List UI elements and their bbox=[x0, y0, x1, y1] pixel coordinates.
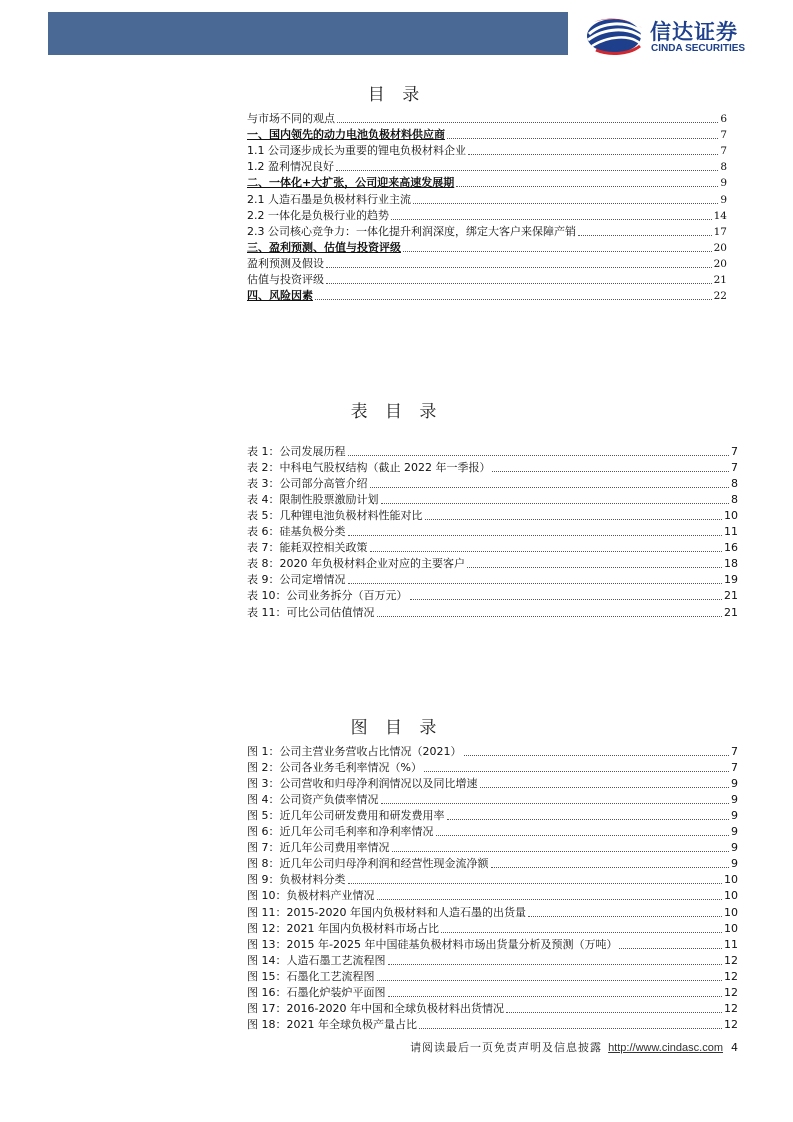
figure-list-entry-title: 图 10：负极材料产业情况 bbox=[247, 889, 375, 903]
figure-list-entry-page: 9 bbox=[731, 857, 738, 871]
table-list-entry[interactable] bbox=[247, 587, 738, 603]
dot-leader bbox=[326, 267, 712, 268]
toc-entry-page: 7 bbox=[720, 129, 727, 142]
dot-leader bbox=[388, 964, 723, 965]
toc-entry-page: 8 bbox=[720, 161, 727, 174]
figure-list-entry[interactable] bbox=[247, 968, 738, 984]
toc-list bbox=[247, 110, 727, 303]
figure-list-entry-page: 12 bbox=[724, 985, 738, 999]
dot-leader bbox=[436, 835, 730, 836]
toc-entry-title: 三、盈利预测、估值与投资评级 bbox=[247, 240, 401, 254]
table-list-entry[interactable] bbox=[247, 459, 738, 475]
figure-list-entry-title: 图 18：2021 年全球负极产量占比 bbox=[247, 1017, 417, 1031]
dot-leader bbox=[425, 519, 723, 520]
toc-entry-title: 2.1 人造石墨是负极材料行业主流 bbox=[247, 192, 411, 206]
figure-list-entry-page: 12 bbox=[724, 1001, 738, 1015]
figure-list-entry-page: 9 bbox=[731, 777, 738, 791]
table-list-entry-title: 表 2：中科电气股权结构（截止 2022 年一季报） bbox=[247, 461, 491, 475]
figure-list-entry-page: 9 bbox=[731, 825, 738, 839]
table-list-entry-title: 表 8：2020 年负极材料企业对应的主要客户 bbox=[247, 557, 465, 571]
figure-list-entry-title: 图 13：2015 年-2025 年中国硅基负极材料市场出货量分析及预测（万吨） bbox=[247, 937, 618, 951]
dot-leader bbox=[381, 803, 730, 804]
dot-leader bbox=[447, 819, 730, 820]
dot-leader bbox=[419, 1028, 722, 1029]
table-list-entry[interactable] bbox=[247, 555, 738, 571]
dot-leader bbox=[326, 283, 712, 284]
toc-entry-page: 20 bbox=[713, 257, 727, 270]
table-list-entry-title: 表 9：公司定增情况 bbox=[247, 573, 346, 587]
figure-list-entry-page: 9 bbox=[731, 793, 738, 807]
toc-entry[interactable] bbox=[247, 126, 727, 142]
figure-list-entry-title: 图 4：公司资产负债率情况 bbox=[247, 793, 379, 807]
dot-leader bbox=[468, 154, 718, 155]
toc-title: 目 录 bbox=[367, 85, 426, 105]
figure-list-entry[interactable] bbox=[247, 791, 738, 807]
figure-list-entry-title: 图 3：公司营收和归母净利润情况以及同比增速 bbox=[247, 777, 478, 791]
table-list-entry-title: 表 3：公司部分高管介绍 bbox=[247, 477, 368, 491]
dot-leader bbox=[337, 122, 718, 123]
table-list-entry-page: 19 bbox=[724, 573, 738, 587]
dot-leader bbox=[377, 899, 723, 900]
dot-leader bbox=[467, 567, 722, 568]
figure-list-entry[interactable] bbox=[247, 936, 738, 952]
dot-leader bbox=[391, 219, 712, 220]
figure-list-entry-page: 10 bbox=[724, 921, 738, 935]
figure-list-entry-page: 10 bbox=[724, 873, 738, 887]
toc-entry[interactable] bbox=[247, 158, 727, 174]
dot-leader bbox=[413, 203, 718, 204]
figure-list-entry[interactable] bbox=[247, 984, 738, 1000]
figure-list-entry-page: 9 bbox=[731, 841, 738, 855]
table-list-entry-title: 表 1：公司发展历程 bbox=[247, 445, 346, 459]
dot-leader bbox=[447, 138, 718, 139]
figure-list-entry[interactable] bbox=[247, 855, 738, 871]
brand-name-cn: 信达证券 bbox=[650, 20, 738, 44]
dot-leader bbox=[506, 1012, 722, 1013]
dot-leader bbox=[370, 551, 723, 552]
dot-leader bbox=[491, 867, 730, 868]
page-number: 4 bbox=[731, 1041, 738, 1054]
table-list-entry-page: 21 bbox=[724, 605, 738, 619]
table-list-entry-page: 18 bbox=[724, 557, 738, 571]
dot-leader bbox=[464, 755, 730, 756]
toc-entry-page: 9 bbox=[720, 177, 727, 190]
toc-entry-title: 盈利预测及假设 bbox=[247, 256, 324, 270]
toc-entry[interactable] bbox=[247, 255, 727, 271]
toc-entry-page: 22 bbox=[713, 290, 727, 303]
dot-leader bbox=[336, 170, 718, 171]
dot-leader bbox=[424, 771, 729, 772]
table-list-entry-page: 10 bbox=[724, 509, 738, 523]
toc-entry[interactable] bbox=[247, 223, 727, 239]
table-list-entry-title: 表 7：能耗双控相关政策 bbox=[247, 541, 368, 555]
cinda-logo bbox=[584, 14, 784, 56]
toc-entry-page: 21 bbox=[713, 274, 727, 287]
toc-entry-page: 7 bbox=[720, 145, 727, 158]
figure-list-entry-title: 图 2：公司各业务毛利率情况（%） bbox=[247, 761, 422, 775]
figure-list-entry-title: 图 7：近几年公司费用率情况 bbox=[247, 841, 390, 855]
dot-leader bbox=[388, 996, 723, 997]
figure-list-entry[interactable] bbox=[247, 903, 738, 919]
dot-leader bbox=[441, 932, 722, 933]
figure-list-entry-page: 12 bbox=[724, 1017, 738, 1031]
toc-entry-title: 2.2 一体化是负极行业的趋势 bbox=[247, 208, 389, 222]
figure-list-entry[interactable] bbox=[247, 952, 738, 968]
figure-list-entry[interactable] bbox=[247, 920, 738, 936]
dot-leader bbox=[410, 599, 723, 600]
figure-list-entry[interactable] bbox=[247, 1000, 738, 1016]
table-list-entry-title: 表 5：几种锂电池负极材料性能对比 bbox=[247, 509, 423, 523]
dot-leader bbox=[377, 616, 723, 617]
page-footer bbox=[0, 1039, 738, 1055]
table-list-entry[interactable] bbox=[247, 475, 738, 491]
figure-list-entry[interactable] bbox=[247, 743, 738, 759]
dot-leader bbox=[348, 455, 730, 456]
dot-leader bbox=[619, 948, 722, 949]
footer-url-link[interactable]: http://www.cindasc.com bbox=[608, 1042, 723, 1054]
figure-list-entry-title: 图 15：石墨化工艺流程图 bbox=[247, 969, 375, 983]
figure-list-entry[interactable] bbox=[247, 871, 738, 887]
toc-entry[interactable] bbox=[247, 287, 727, 303]
figure-list-entry-title: 图 8：近几年公司归母净利润和经营性现金流净额 bbox=[247, 857, 489, 871]
table-list-entry[interactable] bbox=[247, 507, 738, 523]
figure-list-entry-page: 7 bbox=[731, 745, 738, 759]
toc-entry-title: 1.2 盈利情况良好 bbox=[247, 160, 334, 174]
cinda-globe-icon bbox=[584, 14, 646, 56]
figure-list-entry-title: 图 6：近几年公司毛利率和净利率情况 bbox=[247, 825, 434, 839]
toc-entry-page: 6 bbox=[720, 113, 727, 126]
figure-list-entry[interactable] bbox=[247, 807, 738, 823]
table-list-entry-page: 8 bbox=[731, 493, 738, 507]
dot-leader bbox=[348, 583, 723, 584]
brand-name-en: CINDA SECURITIES bbox=[651, 43, 746, 54]
toc-entry-title: 四、风险因素 bbox=[247, 289, 313, 303]
tables-list-title: 表 目 录 bbox=[350, 402, 443, 422]
dot-leader bbox=[348, 883, 723, 884]
toc-entry-title: 二、一体化+大扩张，公司迎来高速发展期 bbox=[247, 176, 455, 190]
figures-list bbox=[247, 743, 738, 1032]
figure-list-entry-page: 12 bbox=[724, 953, 738, 967]
figures-list-title: 图 目 录 bbox=[350, 718, 443, 738]
dot-leader bbox=[392, 851, 730, 852]
toc-entry[interactable] bbox=[247, 142, 727, 158]
figure-list-entry-page: 7 bbox=[731, 761, 738, 775]
dot-leader bbox=[370, 487, 730, 488]
figure-list-entry-page: 9 bbox=[731, 809, 738, 823]
figure-list-entry[interactable] bbox=[247, 887, 738, 903]
table-list-entry[interactable] bbox=[247, 443, 738, 459]
toc-entry-title: 估值与投资评级 bbox=[247, 273, 324, 287]
dot-leader bbox=[492, 471, 729, 472]
figure-list-entry-title: 图 12：2021 年国内负极材料市场占比 bbox=[247, 921, 439, 935]
toc-entry[interactable] bbox=[247, 239, 727, 255]
table-list-entry-title: 表 6：硅基负极分类 bbox=[247, 525, 346, 539]
figure-list-entry[interactable] bbox=[247, 1016, 738, 1032]
figure-list-entry-title: 图 5：近几年公司研发费用和研发费用率 bbox=[247, 809, 445, 823]
figure-list-entry-title: 图 17：2016-2020 年中国和全球负极材料出货情况 bbox=[247, 1001, 504, 1015]
table-list-entry-page: 21 bbox=[724, 589, 738, 603]
toc-entry[interactable] bbox=[247, 271, 727, 287]
table-list-entry[interactable] bbox=[247, 571, 738, 587]
figure-list-entry[interactable] bbox=[247, 775, 738, 791]
figure-list-entry-title: 图 1：公司主营业务营收占比情况（2021） bbox=[247, 745, 462, 759]
table-list-entry[interactable] bbox=[247, 523, 738, 539]
table-list-entry-page: 7 bbox=[731, 461, 738, 475]
table-list-entry-page: 7 bbox=[731, 445, 738, 459]
figure-list-entry-title: 图 16：石墨化炉装炉平面图 bbox=[247, 985, 386, 999]
dot-leader bbox=[578, 235, 712, 236]
header-band bbox=[48, 12, 568, 55]
dot-leader bbox=[403, 251, 712, 252]
toc-entry[interactable] bbox=[247, 110, 727, 126]
table-list-entry[interactable] bbox=[247, 539, 738, 555]
toc-entry[interactable] bbox=[247, 174, 727, 190]
toc-entry-page: 9 bbox=[720, 193, 727, 206]
table-list-entry-title: 表 11：可比公司估值情况 bbox=[247, 605, 375, 619]
toc-entry-page: 14 bbox=[713, 209, 727, 222]
figure-list-entry[interactable] bbox=[247, 759, 738, 775]
figure-list-entry-title: 图 11：2015-2020 年国内负极材料和人造石墨的出货量 bbox=[247, 905, 526, 919]
toc-entry-title: 一、国内领先的动力电池负极材料供应商 bbox=[247, 128, 445, 142]
toc-entry[interactable] bbox=[247, 190, 727, 206]
table-list-entry-page: 8 bbox=[731, 477, 738, 491]
figure-list-entry-page: 10 bbox=[724, 889, 738, 903]
dot-leader bbox=[456, 186, 718, 187]
table-list-entry-page: 16 bbox=[724, 541, 738, 555]
figure-list-entry[interactable] bbox=[247, 839, 738, 855]
table-list-entry[interactable] bbox=[247, 491, 738, 507]
toc-entry-title: 1.1 公司逐步成长为重要的锂电负极材料企业 bbox=[247, 144, 466, 158]
toc-entry-page: 20 bbox=[713, 241, 727, 254]
dot-leader bbox=[315, 299, 712, 300]
figure-list-entry-title: 图 9：负极材料分类 bbox=[247, 873, 346, 887]
table-list-entry-title: 表 4：限制性股票激励计划 bbox=[247, 493, 379, 507]
figure-list-entry-page: 12 bbox=[724, 969, 738, 983]
toc-entry-title: 2.3 公司核心竞争力：一体化提升利润深度，绑定大客户来保障产销 bbox=[247, 224, 576, 238]
figure-list-entry-page: 10 bbox=[724, 905, 738, 919]
dot-leader bbox=[377, 980, 723, 981]
toc-entry[interactable] bbox=[247, 207, 727, 223]
figure-list-entry-title: 图 14：人造石墨工艺流程图 bbox=[247, 953, 386, 967]
toc-entry-page: 17 bbox=[713, 225, 727, 238]
dot-leader bbox=[381, 503, 730, 504]
table-list-entry[interactable] bbox=[247, 603, 738, 619]
dot-leader bbox=[528, 916, 722, 917]
footer-disclaimer: 请阅读最后一页免责声明及信息披露 bbox=[410, 1041, 603, 1054]
table-list-entry-page: 11 bbox=[724, 525, 738, 539]
toc-entry-title: 与市场不同的观点 bbox=[247, 112, 335, 126]
figure-list-entry-page: 11 bbox=[724, 937, 738, 951]
figure-list-entry[interactable] bbox=[247, 823, 738, 839]
dot-leader bbox=[480, 787, 730, 788]
table-list-entry-title: 表 10：公司业务拆分（百万元） bbox=[247, 589, 408, 603]
dot-leader bbox=[348, 535, 723, 536]
tables-list bbox=[247, 443, 738, 620]
